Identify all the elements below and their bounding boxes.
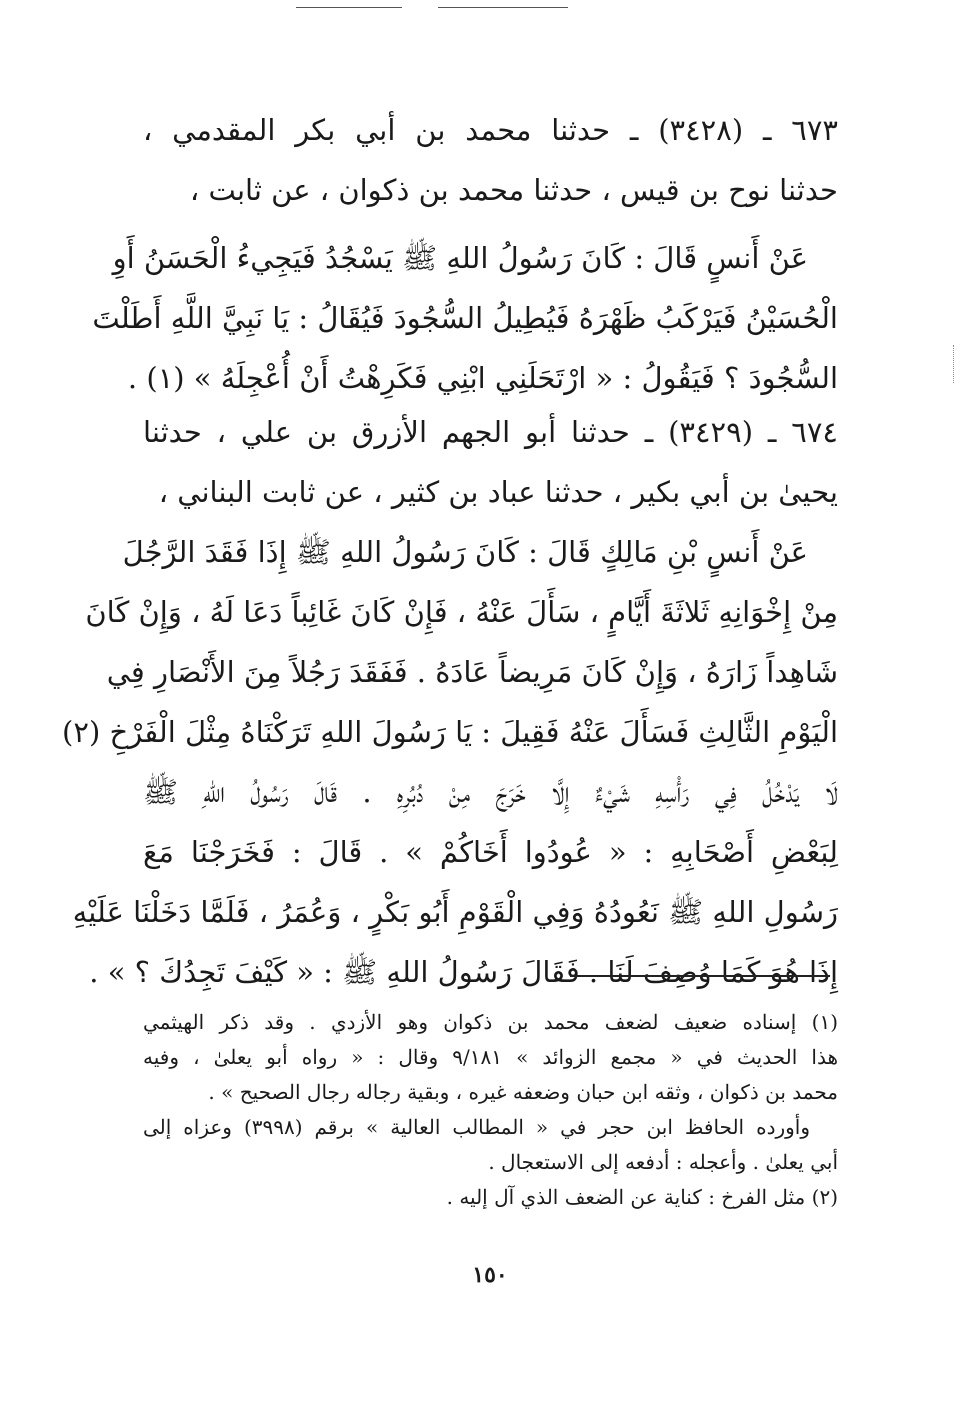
footnote-separator xyxy=(570,975,830,977)
text-line: حدثنا نوح بن قيس ، حدثنا محمد بن ذكوان ، عن ثابت ، xyxy=(189,173,838,207)
text-line: ٦٧٤ ـ (٣٤٢٩) ـ حدثنا أبو الجهم الأزرق بن علي ، حدثنا xyxy=(143,415,838,449)
text-line: شَاهِداً زَارَهُ ، وَإِنْ كَانَ مَرِيضاً عَادَهُ . فَفَقَدَ رَجُلاً مِنَ الأَنْصَارِ فِي xyxy=(106,655,838,689)
hadith-674-isnad xyxy=(143,402,838,522)
footnote-line: محمد بن ذكوان ، وثقه ابن حبان وضعفه غيره ، وبقية رجاله رجال الصحيح » . xyxy=(208,1080,838,1104)
text-line: عَنْ أَنسٍ قَالَ : كَانَ رَسُولُ اللهِ ﷺ يَسْجُدُ فَيَجِيءُ الْحَسَنُ أَوِ xyxy=(112,241,808,275)
text-line: الْحُسَيْنُ فَيَرْكَبُ ظَهْرَهُ فَيُطِيلُ السُّجُودَ فَيُقَالُ : يَا نَبِيَّ اللَّهِ أَطَلْتَ xyxy=(92,301,838,335)
text-line: رَسُولِ اللهِ ﷺ نَعُودُهُ وَفِي الْقَوْمِ أَبُو بَكْرٍ ، وَعُمَرُ ، فَلَمَّا دَخَلْنَا عَلَيْهِ xyxy=(72,895,838,929)
text-line: لَا يَدْخُلُ فِي رَأْسِهِ شَيْءٌ إِلَّا خَرَجَ مِنْ دُبُرِهِ . قَالَ رَسُولُ اللهِ ﷺ xyxy=(143,775,838,809)
text-line: عَنْ أَنسٍ بْنِ مَالِكٍ قَالَ : كَانَ رَسُولُ اللهِ ﷺ إِذَا فَقَدَ الرَّجُلَ xyxy=(122,535,808,569)
hadith-673-matn xyxy=(92,228,838,408)
footnote-line: هذا الحديث في « مجمع الزوائد » ٩/١٨١ وقال : « رواه أبو يعلىٰ ، وفيه xyxy=(143,1045,838,1069)
hadith-673-isnad xyxy=(143,100,838,220)
text-line: يحيىٰ بن أبي بكير ، حدثنا عباد بن كثير ، عن ثابت البناني ، xyxy=(158,475,838,509)
text-line: مِنْ إِخْوَانِهِ ثَلاثَةَ أَيَّامٍ ، سَأَلَ عَنْهُ ، فَإِنْ كَانَ غَائِباً دَعَا لَهُ ، وَإِنْ كَانَ xyxy=(85,595,838,629)
text-line: ٦٧٣ ـ (٣٤٢٨) ـ حدثنا محمد بن أبي بكر المقدمي ، xyxy=(143,113,838,147)
footnote-line: وأورده الحافظ ابن حجر في « المطالب العالية » برقم (٣٩٩٨) وعزاه إلى xyxy=(143,1115,811,1139)
page-number: ١٥٠ xyxy=(472,1262,508,1288)
footnote-line: (١) إسناده ضعيف لضعف محمد بن ذكوان وهو الأزدي . وقد ذكر الهيثمي xyxy=(143,1010,838,1034)
footnotes xyxy=(143,1005,838,1215)
text-line: لِبَعْضِ أَصْحَابِهِ : « عُودُوا أَخَاكُمْ » . قَالَ : فَخَرَجْنَا مَعَ xyxy=(143,835,838,869)
footnote-line: (٢) مثل الفرخ : كناية عن الضعف الذي آل إليه . xyxy=(446,1185,838,1209)
header-rule-left xyxy=(296,7,402,8)
text-line: الْيَوْمِ الثَّالِثِ فَسَأَلَ عَنْهُ فَقِيلَ : يَا رَسُولَ اللهِ تَرَكْنَاهُ مِثْلَ الْفَرْخِ (٢) xyxy=(62,715,838,749)
text-line: السُّجُودَ ؟ فَيَقُولُ : « ارْتَحَلَنِي ابْنِي فَكَرِهْتُ أَنْ أُعْجِلَهُ » (١) . xyxy=(127,361,838,395)
footnote-line: أبي يعلىٰ . وأعجله : أدفعه إلى الاستعجال . xyxy=(488,1150,838,1174)
hadith-674-matn xyxy=(62,522,838,1002)
header-rule-right xyxy=(438,7,568,8)
margin-mark xyxy=(953,345,954,383)
text-line: إِذَا هُوَ كَمَا وُصِفَ لَنَا . فَقَالَ رَسُولُ اللهِ ﷺ : « كَيْفَ تَجِدُكَ ؟ » . xyxy=(89,955,838,989)
